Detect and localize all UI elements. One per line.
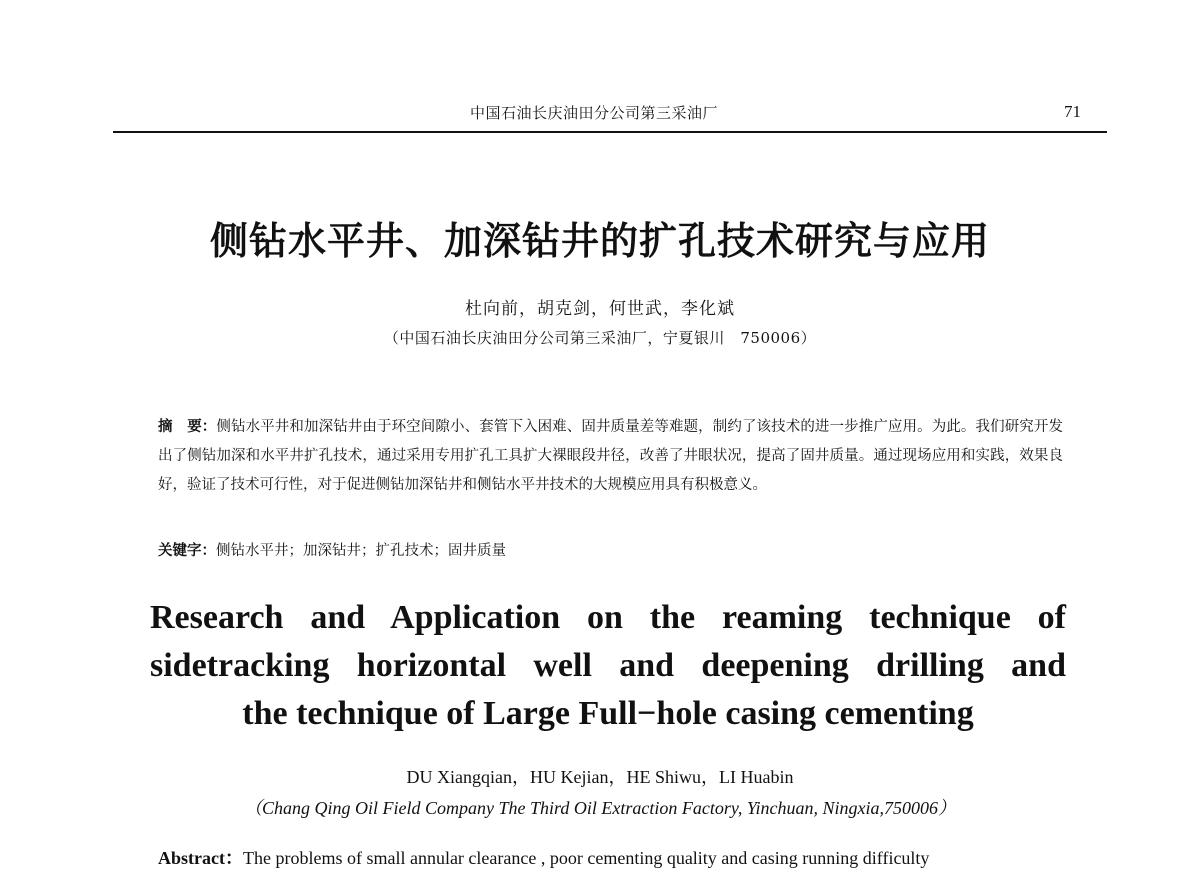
journal-name: 中国石油长庆油田分公司第三采油厂 [470, 104, 719, 122]
chinese-authors: 杜向前，胡克剑，何世武，李化斌 [465, 299, 735, 319]
chinese-abstract [158, 413, 1063, 500]
header-rule [113, 131, 1107, 133]
english-abstract-label: Abstract： [158, 848, 243, 868]
chinese-affiliation: （中国石油长庆油田分公司第三采油厂，宁夏银川 750006） [383, 329, 817, 347]
chinese-keywords-text: 侧钻水平井；加深钻井；扩孔技术；固井质量 [216, 543, 506, 559]
english-abstract [158, 846, 1063, 870]
english-title [150, 594, 1066, 738]
english-title-line-3: the technique of Large Full−hole casing cementing [242, 695, 974, 732]
chinese-title: 侧钻水平井、加深钻井的扩孔技术研究与应用 [209, 218, 990, 263]
english-abstract-text: The problems of small annular clearance , poor cementing quality and casing running difficulty [242, 848, 930, 868]
english-affiliation: （Chang Qing Oil Field Company The Third Oil Extraction Factory, Yinchuan, Ningxia,750006） [244, 798, 956, 818]
chinese-keywords [158, 537, 1063, 566]
running-header [0, 94, 1200, 130]
english-title-line-2: sidetracking horizontal well and deepening drilling and [150, 647, 1066, 684]
chinese-abstract-text: 侧钻水平井和加深钻井由于环空间隙小、套管下入困难、固井质量差等难题，制约了该技术的进一步推广应用。为此。我们研究开发出了侧钻加深和水平井扩孔技术，通过采用专用扩孔工具扩大裸眼段井径，改善了井眼状况，提高了固井质量。通过现场应用和实践，效果良好，验证了技术可行性，对于促进侧钻加深钻井和侧钻水平井技术的大规模应用具有积极意义。 [158, 419, 1064, 493]
chinese-keywords-label: 关键字： [158, 543, 216, 559]
chinese-abstract-label: 摘 要： [158, 419, 217, 435]
page-number: 71 [1064, 102, 1081, 121]
english-authors: DU Xiangqian，HU Kejian，HE Shiwu，LI Huabin [406, 767, 794, 787]
english-title-line-1: Research and Application on the reaming technique of [150, 599, 1066, 636]
